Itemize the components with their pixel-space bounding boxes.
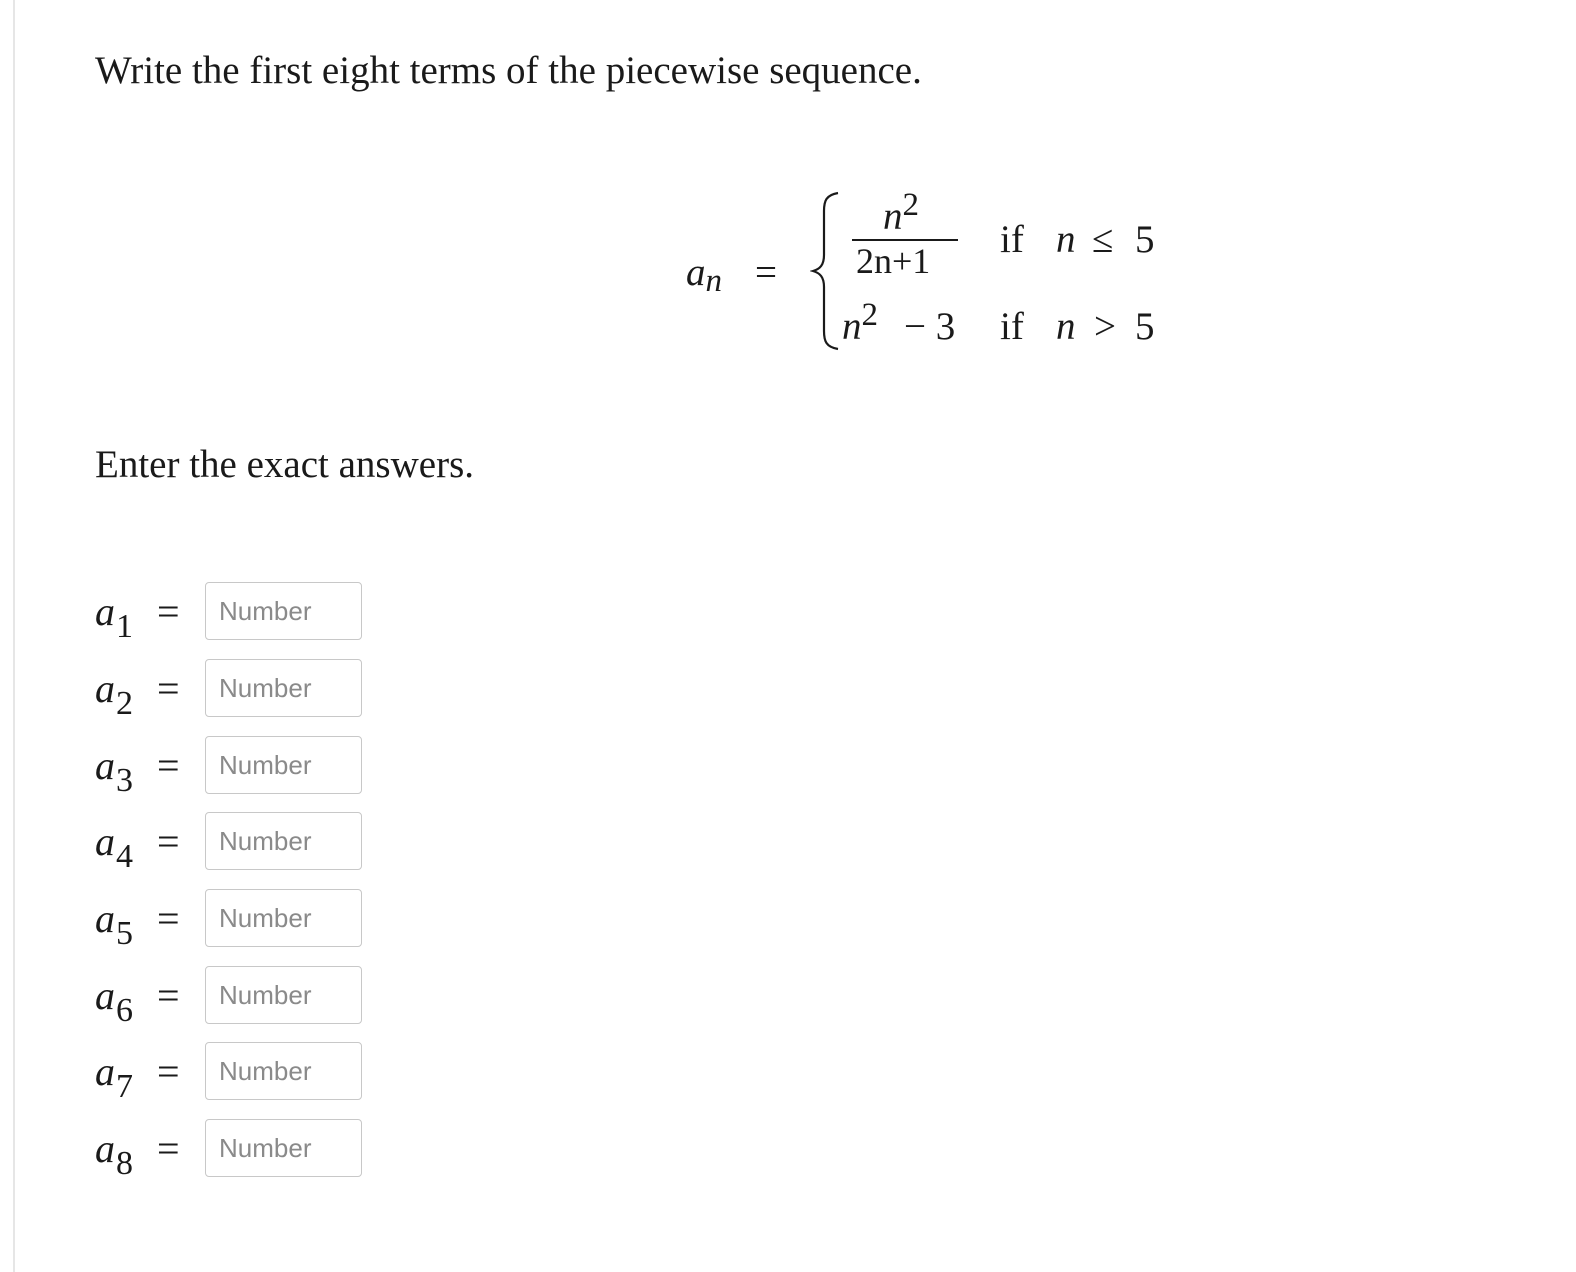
answer-input-a7[interactable] xyxy=(205,1042,362,1100)
equals-sign: = xyxy=(157,896,180,941)
case2-condition-word: if xyxy=(1000,305,1024,348)
piecewise-formula xyxy=(682,175,1182,365)
term-label: $a_5$ xyxy=(95,896,133,952)
term-label: $a_2$ xyxy=(95,666,133,722)
equals-sign: = xyxy=(157,666,180,711)
case2-condition-var: n xyxy=(1056,305,1076,348)
case1-numerator: $n^2$ xyxy=(883,187,919,238)
answer-row-a6 xyxy=(95,966,375,1029)
formula-lhs: an xyxy=(686,251,722,299)
term-label: $a_1$ xyxy=(95,589,133,645)
instruction-text: Enter the exact answers. xyxy=(95,443,474,486)
term-label: $a_6$ xyxy=(95,973,133,1029)
answer-row-a5 xyxy=(95,889,375,952)
answer-input-a4[interactable] xyxy=(205,812,362,870)
answer-row-a7 xyxy=(95,1042,375,1105)
answer-row-a2 xyxy=(95,659,375,722)
answer-input-a5[interactable] xyxy=(205,889,362,947)
case2-condition-op: > xyxy=(1094,305,1116,348)
term-label: $a_8$ xyxy=(95,1126,133,1182)
question-prompt: Write the first eight terms of the piecewise sequence. xyxy=(95,49,922,92)
answer-input-a8[interactable] xyxy=(205,1119,362,1177)
case2-expression: $n^2$ xyxy=(842,297,878,348)
equals-sign: = xyxy=(157,819,180,864)
answer-input-a3[interactable] xyxy=(205,736,362,794)
answer-input-a1[interactable] xyxy=(205,582,362,640)
case1-condition-val: 5 xyxy=(1135,218,1155,261)
term-label: $a_3$ xyxy=(95,743,133,799)
formula-equals: = xyxy=(755,251,777,294)
equals-sign: = xyxy=(157,589,180,634)
answer-row-a1 xyxy=(95,582,375,645)
answer-input-a2[interactable] xyxy=(205,659,362,717)
case1-denominator: 2n+1 xyxy=(856,241,931,281)
left-brace-icon xyxy=(810,191,844,351)
equals-sign: = xyxy=(157,743,180,788)
answer-input-a6[interactable] xyxy=(205,966,362,1024)
answer-row-a8 xyxy=(95,1119,375,1182)
term-label: $a_7$ xyxy=(95,1049,133,1105)
answer-row-a3 xyxy=(95,736,375,799)
case1-condition-op: ≤ xyxy=(1092,218,1114,261)
term-label: $a_4$ xyxy=(95,819,133,875)
case1-condition-var: n xyxy=(1056,218,1076,261)
equals-sign: = xyxy=(157,1049,180,1094)
case2-rest: − 3 xyxy=(904,305,956,348)
equals-sign: = xyxy=(157,973,180,1018)
case1-condition-word: if xyxy=(1000,218,1024,261)
equals-sign: = xyxy=(157,1126,180,1171)
answer-row-a4 xyxy=(95,812,375,875)
case2-condition-val: 5 xyxy=(1135,305,1155,348)
formula-lhs-sub: n xyxy=(705,263,722,299)
left-divider xyxy=(13,0,15,1272)
